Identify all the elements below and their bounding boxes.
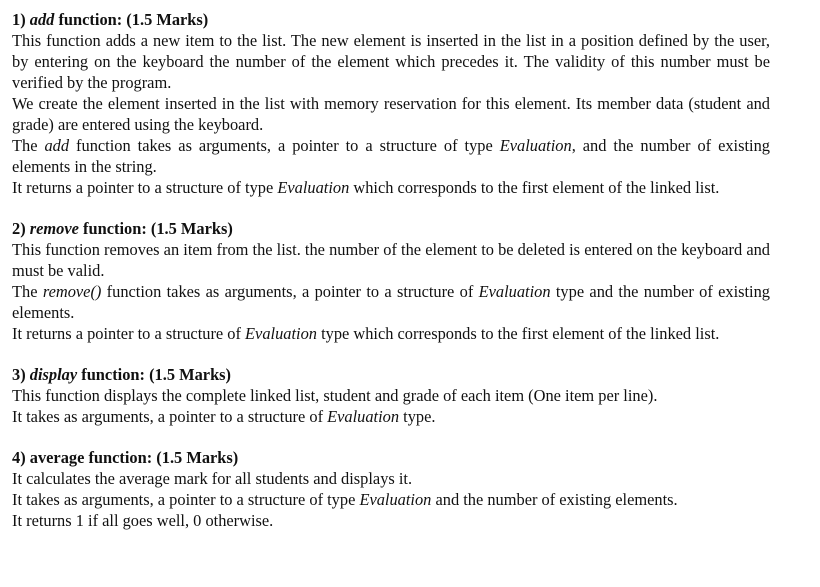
text-run: function takes as arguments, a pointer to a structure of bbox=[101, 282, 479, 301]
section-average-function bbox=[12, 447, 770, 531]
text-run: It returns a pointer to a structure of bbox=[12, 324, 246, 343]
section-heading bbox=[12, 364, 770, 385]
paragraph bbox=[12, 323, 770, 344]
section-heading bbox=[12, 218, 770, 239]
text-run: type which corresponds to the first element of the linked list. bbox=[316, 324, 720, 343]
heading-rest: function: (1.5 Marks) bbox=[83, 219, 233, 238]
italic-term: Evaluation bbox=[245, 324, 317, 343]
italic-term: Evaluation bbox=[359, 490, 432, 509]
heading-rest: function: (1.5 Marks) bbox=[81, 365, 232, 384]
section-add-function bbox=[12, 9, 770, 198]
text-run: It takes as arguments, a pointer to a structure of type bbox=[12, 490, 360, 509]
section-heading bbox=[12, 9, 770, 30]
paragraph bbox=[12, 177, 770, 198]
function-name: display bbox=[29, 365, 78, 384]
paragraph: This function adds a new item to the list. The new element is inserted in the list in a position defined by the user, by entering on the keyboard the number of the element which precedes it. The validity of this number must be verified by the program. bbox=[12, 31, 770, 92]
function-name: remove bbox=[29, 219, 79, 238]
heading-number: 1) bbox=[12, 10, 26, 29]
paragraph: It calculates the average mark for all students and displays it. bbox=[12, 469, 413, 488]
heading-number: 2) bbox=[12, 219, 26, 238]
paragraph: This function displays the complete linked list, student and grade of each item (One item per line). bbox=[12, 386, 658, 405]
text-run: , and the number of existing elements in the string. bbox=[12, 136, 770, 176]
text-run: The bbox=[12, 136, 45, 155]
paragraph bbox=[12, 135, 770, 177]
italic-term: Evaluation bbox=[327, 407, 400, 426]
paragraph bbox=[12, 489, 770, 510]
italic-term: Evaluation bbox=[478, 282, 551, 301]
paragraph: We create the element inserted in the list with memory reservation for this element. Its member data (student and grade) are entered using the keyboard. bbox=[12, 94, 770, 134]
section-display-function bbox=[12, 364, 770, 427]
italic-term: remove() bbox=[42, 282, 102, 301]
text-run: and the number of existing elements. bbox=[431, 490, 678, 509]
section-heading: 4) average function: (1.5 Marks) bbox=[12, 448, 239, 467]
section-remove-function bbox=[12, 218, 770, 344]
text-run: It returns a pointer to a structure of type bbox=[12, 178, 278, 197]
paragraph: This function removes an item from the list. the number of the element to be deleted is entered on the keyboard and must be valid. bbox=[12, 240, 770, 280]
italic-term: Evaluation bbox=[499, 136, 572, 155]
paragraph bbox=[12, 406, 770, 427]
paragraph bbox=[12, 281, 770, 323]
italic-term: Evaluation bbox=[277, 178, 350, 197]
text-run: type and the number of existing elements. bbox=[12, 282, 771, 322]
document-page bbox=[12, 9, 770, 531]
text-run: The bbox=[12, 282, 43, 301]
paragraph: It returns 1 if all goes well, 0 otherwise. bbox=[12, 511, 274, 530]
text-run: It takes as arguments, a pointer to a structure of bbox=[12, 407, 328, 426]
text-run: function takes as arguments, a pointer to a structure of type bbox=[69, 136, 500, 155]
heading-rest: function: (1.5 Marks) bbox=[58, 10, 209, 29]
function-name: add bbox=[29, 10, 55, 29]
heading-number: 3) bbox=[12, 365, 26, 384]
text-run: which corresponds to the first element of the linked list. bbox=[349, 178, 720, 197]
italic-term: add bbox=[44, 136, 70, 155]
text-run: type. bbox=[399, 407, 436, 426]
